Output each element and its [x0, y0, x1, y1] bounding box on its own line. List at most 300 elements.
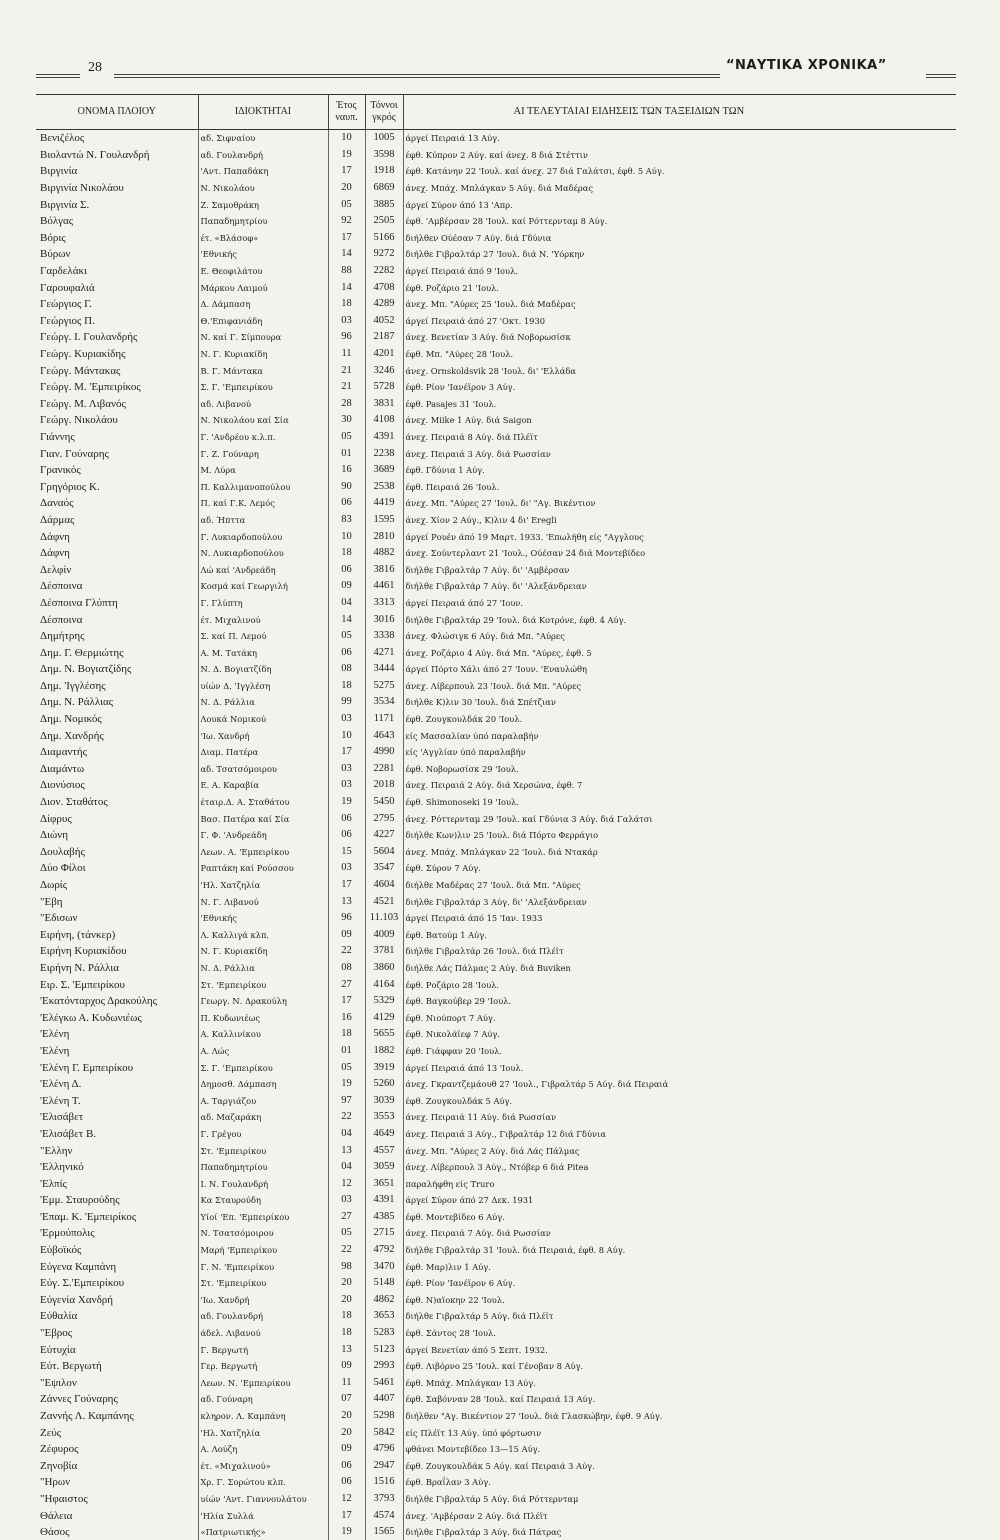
ship-name: 'Εκατόνταρχος Δρακούλης [36, 993, 198, 1010]
table-row [36, 943, 956, 960]
build-year: 05 [328, 429, 365, 446]
latest-news: άργεί Πειραιά άπό 15 'Ιαν. 1933 [403, 910, 956, 927]
owner-name: Παπαδημητρίου [198, 213, 328, 230]
owner-name: Ραπτάκη καί Ρούσσου [198, 860, 328, 877]
ship-name: Γεώργ. Μάντακας [36, 362, 198, 379]
latest-news: διήλθε Γιβραλτάρ 26 'Ιουλ. διά Πλέϊτ [403, 943, 956, 960]
gross-tons: 4792 [365, 1242, 403, 1259]
ship-name: Δαναός [36, 495, 198, 512]
owner-name: αδ. Μαζαράκη [198, 1109, 328, 1126]
build-year: 10 [328, 528, 365, 545]
latest-news: διήλθε Μαδέρας 27 'Ιουλ. διά Μπ. "Αύρες [403, 877, 956, 894]
ship-name: Δέσποινα Γλύπτη [36, 595, 198, 612]
ship-name: Βιργινία [36, 163, 198, 180]
latest-news: έφθ. Ζουγκουλδάκ 5 Αύγ. [403, 1092, 956, 1109]
gross-tons: 5275 [365, 678, 403, 695]
ship-name: Εύβοϊκός [36, 1242, 198, 1259]
owner-name: αδ. Γούναρη [198, 1391, 328, 1408]
owner-name: αδ. Γουλανδρή [198, 147, 328, 164]
table-row [36, 595, 956, 612]
table-row [36, 877, 956, 894]
owner-name: Ν. Δ. Ράλλια [198, 694, 328, 711]
latest-news: έφθ. Γιάφφαν 20 'Ιουλ. [403, 1043, 956, 1060]
owner-name: Γ. Βεργωτή [198, 1341, 328, 1358]
latest-news: διήλθε Γιβραλτάρ 31 'Ιουλ. διά Πειραιά, έφθ. 8 Αύγ. [403, 1242, 956, 1259]
owner-name: Ν. καί Γ. Σίμπουρα [198, 329, 328, 346]
owner-name: Ε. Θεοφιλάτου [198, 263, 328, 280]
owner-name: Α. Λώς [198, 1043, 328, 1060]
ship-name: Δελφίν [36, 561, 198, 578]
latest-news: άνεχ. 'Αμβέρσαν 2 Αύγ. διά Πλέϊτ [403, 1507, 956, 1524]
build-year: 10 [328, 130, 365, 147]
table-row [36, 1375, 956, 1392]
table-row [36, 346, 956, 363]
owner-name: Β. Γ. Μάντακα [198, 362, 328, 379]
table-row [36, 727, 956, 744]
gross-tons: 5604 [365, 844, 403, 861]
gross-tons: 4882 [365, 545, 403, 562]
page-header [36, 52, 956, 92]
gross-tons: 4385 [365, 1209, 403, 1226]
journal-title: “ΝΑΥΤΙΚΑ ΧΡΟΝΙΚΑ” [726, 58, 887, 73]
build-year: 08 [328, 960, 365, 977]
ship-name: Ειρήνη, (τάνκερ) [36, 927, 198, 944]
gross-tons: 4129 [365, 1009, 403, 1026]
latest-news: διήλθε Γιβραλτάρ 5 Αύγ. διά Πλέϊτ [403, 1308, 956, 1325]
ship-name: Διώνη [36, 827, 198, 844]
ship-name: Ζηνοβία [36, 1458, 198, 1475]
table-row [36, 1009, 956, 1026]
ship-name: Εύτ. Βεργωτή [36, 1358, 198, 1375]
ship-name: Δημ. Νομικός [36, 711, 198, 728]
build-year: 17 [328, 163, 365, 180]
build-year: 19 [328, 147, 365, 164]
gross-tons: 3039 [365, 1092, 403, 1109]
owner-name: Παπαδημητρίου [198, 1159, 328, 1176]
table-row [36, 993, 956, 1010]
build-year: 03 [328, 313, 365, 330]
owner-name: Γ. Γλύπτη [198, 595, 328, 612]
gross-tons: 5461 [365, 1375, 403, 1392]
ship-name: Βιργινία Νικολάου [36, 180, 198, 197]
build-year: 12 [328, 1491, 365, 1508]
ship-name: Ειρ. Σ. 'Εμπειρίκου [36, 976, 198, 993]
build-year: 96 [328, 329, 365, 346]
latest-news: διήλθεν "Αγ. Βικέντιον 27 'Ιουλ. διά Γλασκώβην, έφθ. 9 Αύγ. [403, 1408, 956, 1425]
build-year: 20 [328, 1275, 365, 1292]
ship-name: Γεώργιος Γ. [36, 296, 198, 313]
gross-tons: 2810 [365, 528, 403, 545]
build-year: 06 [328, 827, 365, 844]
table-row [36, 1142, 956, 1159]
latest-news: άργεί Πειραιά άπό 9 'Ιουλ. [403, 263, 956, 280]
build-year: 18 [328, 1026, 365, 1043]
table-row [36, 1225, 956, 1242]
build-year: 88 [328, 263, 365, 280]
owner-name: 'Ηλία Συλλά [198, 1507, 328, 1524]
owner-name: Ν. Δ. Βογιατζίδη [198, 661, 328, 678]
gross-tons: 1005 [365, 130, 403, 147]
latest-news: διήλθε Λάς Πάλμας 2 Αύγ. διά Buviken [403, 960, 956, 977]
latest-news: είς Μασσαλίαν ύπό παραλαβήν [403, 727, 956, 744]
gross-tons: 3860 [365, 960, 403, 977]
owner-name: κληρον. Λ. Καμπάνη [198, 1408, 328, 1425]
gross-tons: 6869 [365, 180, 403, 197]
owner-name: Στ. 'Εμπειρίκου [198, 976, 328, 993]
owner-name: Θ.'Επιφανιάδη [198, 313, 328, 330]
table-row [36, 495, 956, 512]
column-header-owners: ΙΔΙΟΚΤΗΤΑΙ [198, 95, 328, 130]
table-row [36, 512, 956, 529]
latest-news: παραλήφθη είς Truro [403, 1175, 956, 1192]
latest-news: άργεί Πειραιά 13 Αύγ. [403, 130, 956, 147]
gross-tons: 3651 [365, 1175, 403, 1192]
table-row [36, 130, 956, 147]
latest-news: έφθ. 'Αμβέρσαν 28 'Ιουλ. καί Ρόττερνταμ 8 Αύγ. [403, 213, 956, 230]
gross-tons: 4391 [365, 429, 403, 446]
gross-tons: 3016 [365, 611, 403, 628]
latest-news: έφθ. Μπάχ. Μπλάγκαν 13 Αύγ. [403, 1375, 956, 1392]
latest-news: άνεχ. Μπ. "Αύρες 27 'Ιουλ. δι' "Αγ. Βικέντιον [403, 495, 956, 512]
ship-name: Εύτυχία [36, 1341, 198, 1358]
table-row [36, 678, 956, 695]
build-year: 06 [328, 495, 365, 512]
latest-news: φθάνει Μοντεβίδεο 13—15 Αύγ. [403, 1441, 956, 1458]
table-row [36, 1242, 956, 1259]
owner-name: Α. Ταργιάζου [198, 1092, 328, 1109]
ship-name: Δουλαβής [36, 844, 198, 861]
owner-name: Γερ. Βεργωτή [198, 1358, 328, 1375]
table-body [36, 130, 956, 1540]
latest-news: άνεχ. Χίον 2 Αύγ., Κ)λιν 4 δι' Eregli [403, 512, 956, 529]
build-year: 09 [328, 927, 365, 944]
latest-news: άνεχ. Λίβερπουλ 3 Αύγ., Ντόβερ 6 διά Pitea [403, 1159, 956, 1176]
table-row [36, 644, 956, 661]
table-row [36, 429, 956, 446]
ship-name: Δύο Φίλοι [36, 860, 198, 877]
ship-name: "Ηρων [36, 1474, 198, 1491]
gross-tons: 5298 [365, 1408, 403, 1425]
gross-tons: 4164 [365, 976, 403, 993]
build-year: 03 [328, 1192, 365, 1209]
build-year: 15 [328, 844, 365, 861]
gross-tons: 4708 [365, 279, 403, 296]
gross-tons: 2018 [365, 777, 403, 794]
gross-tons: 4990 [365, 744, 403, 761]
gross-tons: 3338 [365, 628, 403, 645]
table-row [36, 860, 956, 877]
latest-news: έφθ. Ν)αϊοκην 22 'Ιουλ. [403, 1292, 956, 1309]
ship-name: "Ηφαιστος [36, 1491, 198, 1508]
gross-tons: 2538 [365, 478, 403, 495]
owner-name: Δ. Δάμπαση [198, 296, 328, 313]
gross-tons: 5842 [365, 1424, 403, 1441]
owner-name: Μάρκου Λαιμού [198, 279, 328, 296]
ship-name: Ζεύς [36, 1424, 198, 1441]
build-year: 22 [328, 1242, 365, 1259]
gross-tons: 2505 [365, 213, 403, 230]
build-year: 04 [328, 1159, 365, 1176]
table-row [36, 1524, 956, 1540]
ship-name: Δάρμας [36, 512, 198, 529]
latest-news: έφθ. Ροζάριο 28 'Ιουλ. [403, 976, 956, 993]
ship-name: Ζέφυρος [36, 1441, 198, 1458]
table-row [36, 561, 956, 578]
table-row [36, 694, 956, 711]
owner-name: Ν. Νικολάου [198, 180, 328, 197]
table-row [36, 1358, 956, 1375]
column-header-ship: ΟΝΟΜΑ ΠΛΟΙΟΥ [36, 95, 198, 130]
build-year: 06 [328, 1458, 365, 1475]
table-row [36, 810, 956, 827]
owner-name: Ζ. Σαμοθράκη [198, 196, 328, 213]
ship-name: 'Ελένη [36, 1043, 198, 1060]
build-year: 05 [328, 1225, 365, 1242]
ship-name: Δημ. 'Ιγγλέσης [36, 678, 198, 695]
ship-name: Ζαννής Λ. Καμπάνης [36, 1408, 198, 1425]
build-year: 13 [328, 1341, 365, 1358]
ship-name: 'Εμμ. Σταυρούδης [36, 1192, 198, 1209]
latest-news: διήλθεν Ούέσαν 7 Αύγ. διά Γδύνια [403, 230, 956, 247]
build-year: 11 [328, 346, 365, 363]
build-year: 13 [328, 1142, 365, 1159]
gross-tons: 3547 [365, 860, 403, 877]
build-year: 22 [328, 943, 365, 960]
owner-name: Λουκά Νομικού [198, 711, 328, 728]
latest-news: άργεί Βενετίαν άπό 5 Σεπτ. 1932. [403, 1341, 956, 1358]
build-year: 01 [328, 445, 365, 462]
build-year: 18 [328, 1308, 365, 1325]
gross-tons: 4461 [365, 578, 403, 595]
latest-news: διήλθε Κ)λιν 30 'Ιουλ. διά Σπέτζιαν [403, 694, 956, 711]
table-row [36, 1474, 956, 1491]
latest-news: διήλθε Γιβραλτάρ 7 Αύγ. δι' 'Αλεξάνδρειαν [403, 578, 956, 595]
table-row [36, 279, 956, 296]
latest-news: άνεχ. Πειραιά 3 Αύγ., Γιβραλτάρ 12 διά Γδύνια [403, 1126, 956, 1143]
table-row [36, 611, 956, 628]
owner-name: Μαρή 'Εμπειρίκου [198, 1242, 328, 1259]
table-row [36, 1026, 956, 1043]
ship-name: Γιαν. Γούναρης [36, 445, 198, 462]
gross-tons: 4557 [365, 1142, 403, 1159]
latest-news: έφθ. Shimonoseki 19 'Ιουλ. [403, 794, 956, 811]
latest-news: άργεί Πειραιά άπό 13 'Ιουλ. [403, 1059, 956, 1076]
table-row [36, 296, 956, 313]
gross-tons: 1882 [365, 1043, 403, 1060]
build-year: 04 [328, 595, 365, 612]
gross-tons: 5655 [365, 1026, 403, 1043]
build-year: 14 [328, 246, 365, 263]
latest-news: είς 'Αγγλίαν ύπό παραλαβήν [403, 744, 956, 761]
build-year: 90 [328, 478, 365, 495]
table-row [36, 927, 956, 944]
table-row [36, 1059, 956, 1076]
table-row [36, 1192, 956, 1209]
table-row [36, 180, 956, 197]
build-year: 13 [328, 893, 365, 910]
register-table [36, 95, 956, 1540]
gross-tons: 2795 [365, 810, 403, 827]
table-row [36, 661, 956, 678]
gross-tons: 1516 [365, 1474, 403, 1491]
owner-name: Λεων. Ν. 'Εμπειρίκου [198, 1375, 328, 1392]
owner-name: Μ. Λύρα [198, 462, 328, 479]
build-year: 17 [328, 993, 365, 1010]
gross-tons: 5166 [365, 230, 403, 247]
gross-tons: 3919 [365, 1059, 403, 1076]
ship-name: Γεώργιος Π. [36, 313, 198, 330]
table-row [36, 230, 956, 247]
table-row [36, 893, 956, 910]
gross-tons: 3816 [365, 561, 403, 578]
owner-name: 'Ιω. Χανδρή [198, 727, 328, 744]
ship-name: Δημήτρης [36, 628, 198, 645]
owner-name: Σ. Γ. 'Εμπειρίκου [198, 1059, 328, 1076]
gross-tons: 5148 [365, 1275, 403, 1292]
gross-tons: 3059 [365, 1159, 403, 1176]
build-year: 06 [328, 561, 365, 578]
table-row [36, 1175, 956, 1192]
ship-name: Διαμάντω [36, 761, 198, 778]
table-row [36, 379, 956, 396]
ship-name: Γαρουφαλιά [36, 279, 198, 296]
gross-tons: 3689 [365, 462, 403, 479]
ship-name: "Εβη [36, 893, 198, 910]
gross-tons: 4271 [365, 644, 403, 661]
build-year: 03 [328, 860, 365, 877]
latest-news: έφθ. Κατάνην 22 'Ιουλ. καί άνεχ. 27 διά Γαλάτσι, έφθ. 5 Αύγ. [403, 163, 956, 180]
owner-name: Γεωργ. Ν. Δρακούλη [198, 993, 328, 1010]
latest-news: έφθ. Ρίον 'Ιανέϊρον 3 Αύγ. [403, 379, 956, 396]
build-year: 05 [328, 196, 365, 213]
ship-name: Γρανικός [36, 462, 198, 479]
gross-tons: 5283 [365, 1325, 403, 1342]
ship-name: 'Ελένη Γ. Εμπειρίκου [36, 1059, 198, 1076]
table-row [36, 844, 956, 861]
gross-tons: 4289 [365, 296, 403, 313]
ship-name: 'Ελένη [36, 1026, 198, 1043]
owner-name: υίών Δ. 'Ιγγλέση [198, 678, 328, 695]
latest-news: έφθ. Σύρον 7 Αύγ. [403, 860, 956, 877]
latest-news: άνεχ. Μπάχ. Μπλάγκαν 22 'Ιουλ. διά Ντακάρ [403, 844, 956, 861]
build-year: 17 [328, 877, 365, 894]
ship-name: Ειρήνη Κυριακίδου [36, 943, 198, 960]
latest-news: έφθ. Βραΐλαν 3 Αύγ. [403, 1474, 956, 1491]
table-row [36, 1408, 956, 1425]
table-row [36, 960, 956, 977]
owner-name: Γ. Γρέγου [198, 1126, 328, 1143]
build-year: 83 [328, 512, 365, 529]
latest-news: έφθ. Βαγκούβερ 29 'Ιουλ. [403, 993, 956, 1010]
owner-name: έτ. Μιχαλινού [198, 611, 328, 628]
owner-name: υίών 'Αντ. Γιαννουλάτου [198, 1491, 328, 1508]
gross-tons: 4521 [365, 893, 403, 910]
ship-name: Βιργινία Σ. [36, 196, 198, 213]
owner-name: Ν. Λυκιαρδοπούλου [198, 545, 328, 562]
owner-name: Κοσμά καί Γεωργιλή [198, 578, 328, 595]
table-row [36, 777, 956, 794]
owner-name: Κα Σταυρούδη [198, 1192, 328, 1209]
owner-name: Δημοσθ. Δάμπαση [198, 1076, 328, 1093]
build-year: 18 [328, 1325, 365, 1342]
ship-name: Εύγενα Καμπάνη [36, 1258, 198, 1275]
latest-news: διήλθε Γιβραλτάρ 5 Αύγ. διά Ρόττερνταμ [403, 1491, 956, 1508]
owner-name: Π. Καλλιμανοπούλου [198, 478, 328, 495]
latest-news: άνεχ. Σούντερλαντ 21 'Ιουλ., Ούέσαν 24 διά Μοντεβίδεο [403, 545, 956, 562]
owner-name: αδ. Τσατσόμοιρου [198, 761, 328, 778]
table-row [36, 578, 956, 595]
latest-news: έφθ. Νικολάϊεφ 7 Αύγ. [403, 1026, 956, 1043]
header-rule-right [926, 74, 956, 78]
owner-name: Ν. Γ. Κυριακίδη [198, 943, 328, 960]
latest-news: έφθ. Ζουγκουλδάκ 5 Αύγ. καί Πειραιά 3 Αύγ. [403, 1458, 956, 1475]
latest-news: άνεχ. Πειραιά 7 Αύγ. διά Ρωσσίαν [403, 1225, 956, 1242]
ship-name: 'Επαμ. Κ. 'Εμπειρίκος [36, 1209, 198, 1226]
ship-name: Εύγενία Χανδρή [36, 1292, 198, 1309]
ship-name: Βύρων [36, 246, 198, 263]
gross-tons: 2238 [365, 445, 403, 462]
build-year: 21 [328, 379, 365, 396]
ship-name: Γεώργ. Μ. Λιβανός [36, 396, 198, 413]
gross-tons: 4227 [365, 827, 403, 844]
table-row [36, 213, 956, 230]
table-row [36, 1258, 956, 1275]
build-year: 19 [328, 794, 365, 811]
build-year: 05 [328, 628, 365, 645]
latest-news: άργεί Ρουέν άπό 19 Μαρτ. 1933. 'Επωλήθη είς "Αγγλους [403, 528, 956, 545]
table-row [36, 1507, 956, 1524]
ship-name: Γεώργ. Κυριακίδης [36, 346, 198, 363]
owner-name: αδ. Ήπττα [198, 512, 328, 529]
build-year: 97 [328, 1092, 365, 1109]
ship-name: Δέσποινα [36, 611, 198, 628]
gross-tons: 4574 [365, 1507, 403, 1524]
ship-register [36, 94, 956, 1540]
owner-name: Γ. Λυκιαρδοπούλου [198, 528, 328, 545]
gross-tons: 3598 [365, 147, 403, 164]
build-year: 28 [328, 396, 365, 413]
owner-name: Π. Κυδωνιέως [198, 1009, 328, 1026]
build-year: 20 [328, 180, 365, 197]
build-year: 06 [328, 810, 365, 827]
ship-name: "Εδισων [36, 910, 198, 927]
table-row [36, 528, 956, 545]
latest-news: έφθ. Μπ. "Αύρες 28 'Ιουλ. [403, 346, 956, 363]
ship-name: "Εβρος [36, 1325, 198, 1342]
owner-name: Σ. Γ. 'Εμπειρίκου [198, 379, 328, 396]
latest-news: έφθ. Λιβόρνο 25 'Ιουλ. καί Γένοβαν 8 Αύγ. [403, 1358, 956, 1375]
ship-name: Θάλεια [36, 1507, 198, 1524]
header-rule-middle [114, 74, 720, 78]
latest-news: έφθ. Σάντος 28 'Ιουλ. [403, 1325, 956, 1342]
column-header-news: ΑΙ ΤΕΛΕΥΤΑΙΑΙ ΕΙΔΗΣΕΙΣ ΤΩΝ ΤΑΞΕΙΔΙΩΝ ΤΩΝ [403, 95, 956, 130]
ship-name: Θάσος [36, 1524, 198, 1540]
latest-news: άνεχ. Ροζάριο 4 Αύγ. διά Μπ. "Αύρες, έφθ. 5 [403, 644, 956, 661]
latest-news: άνεχ. Μπ. "Αύρες 25 'Ιουλ. διά Μαδέρας [403, 296, 956, 313]
latest-news: άνεχ. Γκραντζεμάουθ 27 'Ιουλ., Γιβραλτάρ 5 Αύγ. διά Πειραιά [403, 1076, 956, 1093]
table-row [36, 628, 956, 645]
owner-name: Λώ καί 'Ανδρεάδη [198, 561, 328, 578]
gross-tons: 4643 [365, 727, 403, 744]
gross-tons: 4391 [365, 1192, 403, 1209]
gross-tons: 2993 [365, 1358, 403, 1375]
ship-name: 'Ελένη Δ. [36, 1076, 198, 1093]
gross-tons: 1918 [365, 163, 403, 180]
gross-tons: 3444 [365, 661, 403, 678]
table-row [36, 1043, 956, 1060]
build-year: 14 [328, 611, 365, 628]
ship-name: Δάφνη [36, 545, 198, 562]
